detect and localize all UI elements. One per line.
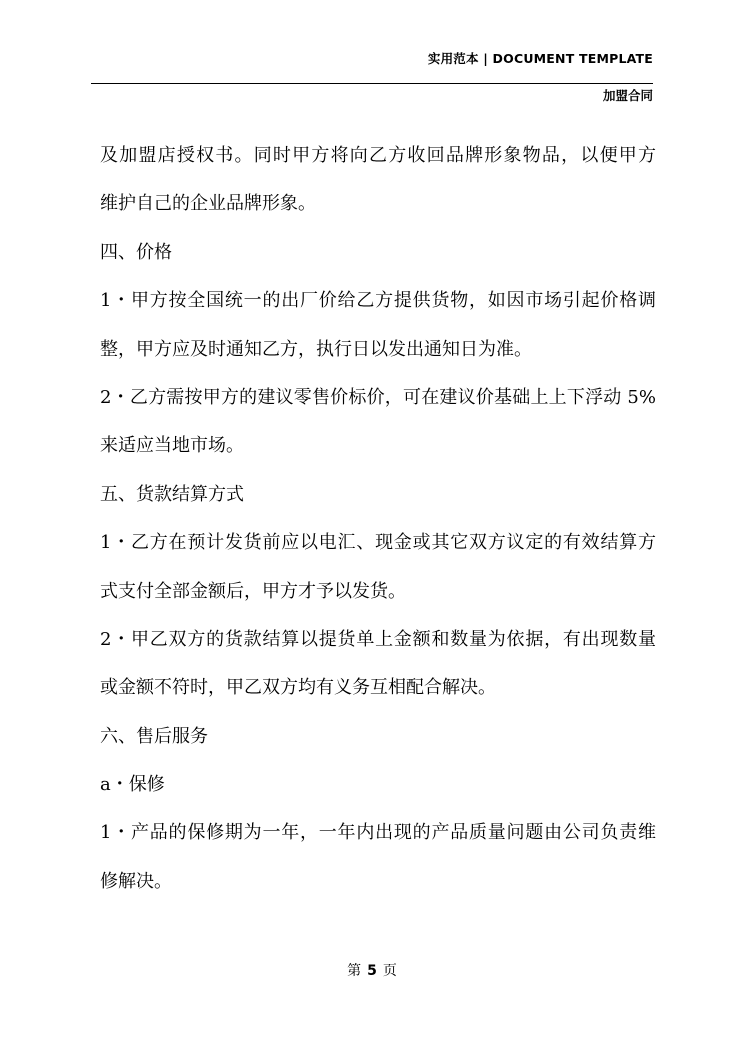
body-line: 来适应当地市场。	[100, 435, 244, 457]
body-line: 整，甲方应及时通知乙方，执行日以发出通知日为准。	[100, 338, 532, 360]
body-line: 或金额不符时，甲乙双方均有义务互相配合解决。	[100, 677, 496, 699]
body-line: 2・甲乙双方的货款结算以提货单上金额和数量为依据，有出现数量	[100, 628, 656, 650]
header-divider	[91, 83, 653, 84]
body-line: 1・乙方在预计发货前应以电汇、现金或其它双方议定的有效结算方	[100, 532, 656, 554]
body-line: 1・甲方按全国统一的出厂价给乙方提供货物，如因市场引起价格调	[100, 290, 656, 312]
body-line: 及加盟店授权书。同时甲方将向乙方收回品牌形象物品，以便甲方	[100, 145, 656, 166]
header-subtitle: 加盟合同	[602, 88, 653, 103]
page-footer	[0, 961, 744, 981]
document-body	[100, 132, 656, 906]
header-title: 实用范本 | DOCUMENT TEMPLATE	[427, 51, 653, 66]
page-header	[91, 48, 653, 103]
body-line: 维护自己的企业品牌形象。	[100, 193, 316, 215]
body-line: 式支付全部金额后，甲方才予以发货。	[100, 580, 406, 602]
body-line: 2・乙方需按甲方的建议零售价标价，可在建议价基础上上下浮动 5%	[100, 386, 656, 408]
footer-suffix: 页	[382, 963, 397, 979]
body-line: 修解决。	[100, 870, 172, 892]
subsection-heading: a・保修	[100, 774, 165, 796]
section-heading: 五、货款结算方式	[100, 483, 244, 505]
footer-prefix: 第	[347, 963, 362, 979]
page-number: 5	[367, 963, 377, 979]
body-line: 1・产品的保修期为一年，一年内出现的产品质量问题由公司负责维	[100, 822, 656, 844]
section-heading: 四、价格	[100, 241, 172, 263]
section-heading: 六、售后服务	[100, 725, 208, 747]
